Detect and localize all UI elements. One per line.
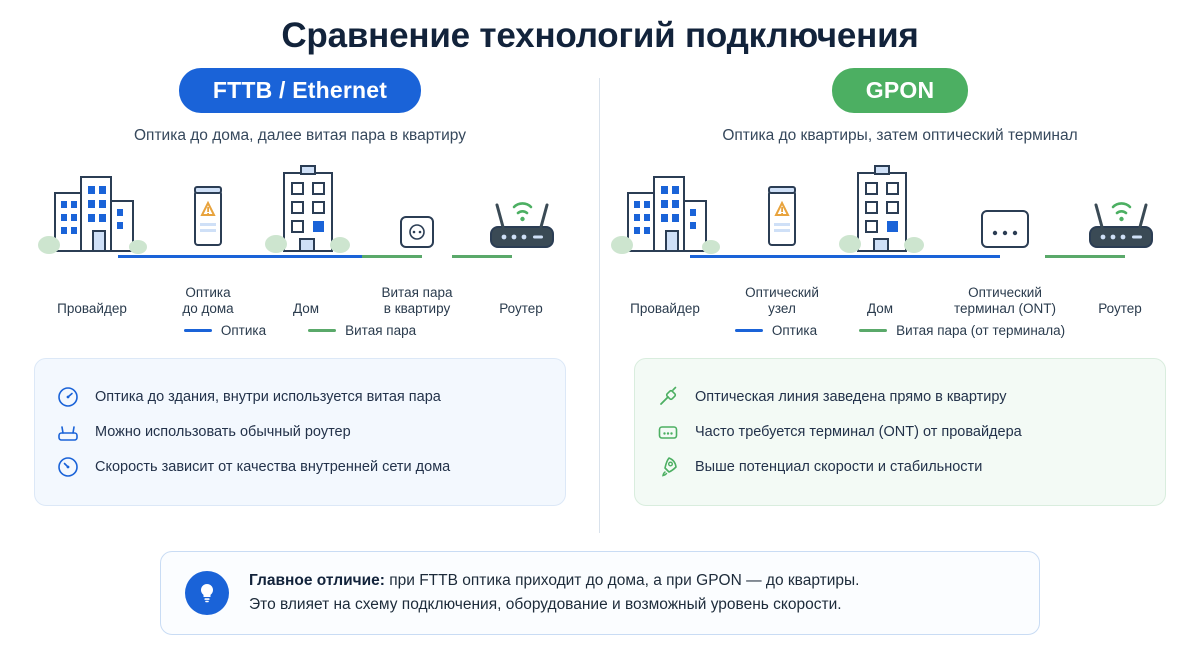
- facts-panel-gpon: [634, 358, 1166, 506]
- fact-text: Скорость зависит от качества внутренней сети дома: [95, 459, 451, 475]
- legend-swatch-copper: [308, 329, 336, 332]
- node-label-line2: терминал (ONT): [954, 301, 1056, 316]
- node-label: Дом: [866, 301, 894, 316]
- apartment-building-icon: [820, 165, 940, 255]
- legend-label: Витая пара: [345, 323, 417, 338]
- page-title: Сравнение технологий подключения: [281, 16, 919, 55]
- node-label-line1: Оптика: [185, 285, 231, 300]
- key-difference-note: [160, 551, 1040, 635]
- ont-terminal-icon: [945, 165, 1065, 255]
- legend-fttb: [0, 323, 600, 338]
- wall-socket-icon: [357, 165, 477, 255]
- fact-item: [655, 454, 1145, 480]
- badge-fttb: FTTB / Ethernet: [179, 68, 421, 113]
- legend-swatch-fiber: [184, 329, 212, 332]
- fact-text: Можно использовать обычный роутер: [95, 424, 351, 440]
- link-copper-socket-router: [452, 255, 512, 258]
- subtitle-fttb: Оптика до дома, далее витая пара в квартиру: [134, 127, 466, 144]
- node-label-line2: в квартиру: [383, 301, 451, 316]
- legend-item-fiber: [184, 323, 266, 338]
- node-label-line2: до дома: [182, 301, 234, 316]
- node-label: Роутер: [499, 301, 543, 316]
- node-label: Роутер: [1098, 301, 1142, 316]
- link-fiber-house-ont: [925, 255, 1000, 258]
- column-fttb: [0, 68, 600, 506]
- badge-gpon: GPON: [832, 68, 969, 113]
- legend-gpon: [600, 323, 1200, 338]
- node-label: Дом: [292, 301, 320, 316]
- link-copper-ont-router: [1045, 255, 1125, 258]
- legend-item-copper: [859, 323, 1065, 338]
- legend-item-fiber: [735, 323, 817, 338]
- legend-label: Оптика: [771, 323, 818, 338]
- node-label: Провайдер: [630, 301, 700, 316]
- fact-item: [655, 384, 1145, 410]
- note-strong: Главное отличие:: [249, 572, 385, 589]
- wifi-router-icon: [461, 165, 581, 255]
- column-gpon: [600, 68, 1200, 506]
- note-line1-rest: при FTTB оптика приходит до дома, а при GPON — до квартиры.: [384, 572, 860, 589]
- legend-label: Оптика: [220, 323, 267, 338]
- link-fiber-provider-cabinet: [118, 255, 253, 258]
- link-fiber-provider-node: [690, 255, 820, 258]
- badge-row-gpon: [600, 68, 1200, 113]
- gauge-icon: [55, 454, 81, 480]
- facts-panel-fttb: [34, 358, 566, 506]
- note-text: [249, 569, 859, 617]
- legend-label: Витая пара (от терминала): [896, 323, 1066, 338]
- fact-text: Оптика до здания, внутри используется витая пара: [95, 389, 441, 405]
- fact-item: [55, 384, 545, 410]
- fact-item: [655, 419, 1145, 445]
- columns-wrapper: [0, 68, 1200, 506]
- node-label-line2: узел: [768, 301, 796, 316]
- link-copper-house-socket: [362, 255, 422, 258]
- wifi-router-icon: [1060, 165, 1180, 255]
- node-label: [945, 285, 1065, 317]
- scene-fttb: [0, 167, 600, 317]
- speedometer-icon: [55, 384, 81, 410]
- node-label-line1: Оптический: [968, 285, 1042, 300]
- subtitle-gpon: Оптика до квартиры, затем оптический терминал: [722, 127, 1078, 144]
- node-label: [357, 285, 477, 317]
- legend-swatch-copper: [859, 329, 887, 332]
- city-buildings-icon: [605, 165, 725, 255]
- fact-text: Часто требуется терминал (ONT) от провайдера: [695, 424, 1022, 440]
- ont-box-icon: [655, 419, 681, 445]
- router-icon: [55, 419, 81, 445]
- fact-text: Выше потенциал скорости и стабильности: [695, 459, 983, 475]
- fiber-plug-icon: [655, 384, 681, 410]
- legend-swatch-fiber: [735, 329, 763, 332]
- scene-gpon: [600, 167, 1200, 317]
- fact-item: [55, 454, 545, 480]
- node-label: Провайдер: [57, 301, 127, 316]
- city-buildings-icon: [32, 165, 152, 255]
- fact-text: Оптическая линия заведена прямо в квартиру: [695, 389, 1007, 405]
- apartment-building-icon: [246, 165, 366, 255]
- fact-item: [55, 419, 545, 445]
- badge-row-fttb: [0, 68, 600, 113]
- note-line2: Это влияет на схему подключения, оборудование и возможный уровень скорости.: [249, 596, 842, 613]
- legend-item-copper: [308, 323, 416, 338]
- rocket-icon: [655, 454, 681, 480]
- lightbulb-icon: [185, 571, 229, 615]
- node-label-line1: Витая пара: [381, 285, 453, 300]
- node-label-line1: Оптический: [745, 285, 819, 300]
